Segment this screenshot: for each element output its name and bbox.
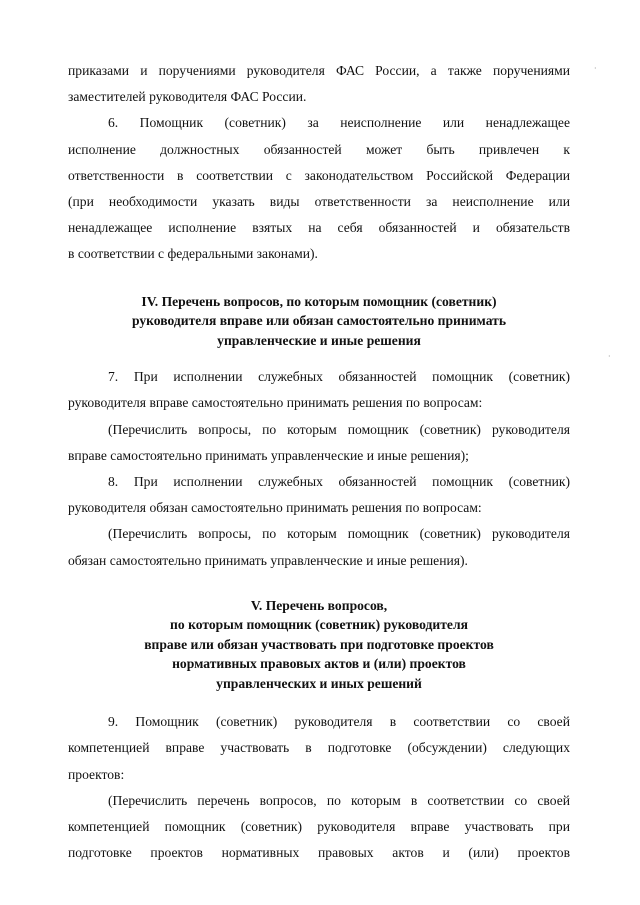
paragraph-9-line: компетенцией вправе участвовать в подготовке (обсуждении) следующих xyxy=(68,740,570,756)
section-5-heading xyxy=(68,596,570,694)
paragraph-8-line: руководителя обязан самостоятельно принимать решения по вопросам: xyxy=(68,500,482,516)
paragraph-7a-line: (Перечислить вопросы, по которым помощник (советник) руководителя xyxy=(108,421,570,437)
paragraph-6-line: (при необходимости указать виды ответственности за неисполнение или xyxy=(68,194,570,210)
scan-speck: · xyxy=(594,64,597,73)
paragraph-7-line: 7. При исполнении служебных обязанностей помощник (советник) xyxy=(108,369,570,385)
paragraph-9a-line: (Перечислить перечень вопросов, по которым в соответствии со своей xyxy=(108,792,570,808)
paragraph-6-line: ненадлежащее исполнение взятых на себя обязанностей и обязательств xyxy=(68,220,570,236)
paragraph-line: заместителей руководителя ФАС России. xyxy=(68,89,307,105)
paragraph-7a-line: вправе самостоятельно принимать управленческие и иные решения); xyxy=(68,447,469,463)
heading-line: вправе или обязан участвовать при подготовке проектов xyxy=(144,636,494,652)
heading-line: IV. Перечень вопросов, по которым помощник (советник) xyxy=(141,293,497,309)
paragraph-8-line: 8. При исполнении служебных обязанностей помощник (советник) xyxy=(108,473,570,489)
scan-speck: · xyxy=(608,352,611,361)
paragraph-9a-line: подготовке проектов нормативных правовых актов и (или) проектов xyxy=(68,845,570,861)
heading-line: управленческих и иных решений xyxy=(216,675,422,691)
heading-line: V. Перечень вопросов, xyxy=(250,597,388,613)
paragraph-9-line: 9. Помощник (советник) руководителя в соответствии со своей xyxy=(108,714,570,730)
heading-line: по которым помощник (советник) руководителя xyxy=(170,617,468,633)
paragraph-line: приказами и поручениями руководителя ФАС России, а также поручениями xyxy=(68,63,570,78)
section-4-heading xyxy=(68,292,570,351)
heading-line: нормативных правовых актов и (или) проектов xyxy=(172,656,466,672)
paragraph-9-line: проектов: xyxy=(68,766,125,782)
paragraph-9a-line: компетенцией помощник (советник) руководителя вправе участвовать при xyxy=(68,819,570,835)
document-body xyxy=(68,58,570,866)
paragraph-6-line: ответственности в соответствии с законодательством Российской Федерации xyxy=(68,167,570,183)
heading-line: управленческие и иные решения xyxy=(217,332,421,348)
paragraph-8a-line: (Перечислить вопросы, по которым помощник (советник) руководителя xyxy=(108,526,570,542)
heading-line: руководителя вправе или обязан самостоятельно принимать xyxy=(131,313,507,329)
paragraph-6-line: в соответствии с федеральными законами). xyxy=(68,246,318,262)
paragraph-6-line: 6. Помощник (советник) за неисполнение или ненадлежащее xyxy=(108,115,570,131)
paragraph-6-line: исполнение должностных обязанностей может быть привлечен к xyxy=(68,141,570,157)
paragraph-7-line: руководителя вправе самостоятельно принимать решения по вопросам: xyxy=(68,395,483,411)
paragraph-8a-line: обязан самостоятельно принимать управленческие и иные решения). xyxy=(68,552,468,568)
